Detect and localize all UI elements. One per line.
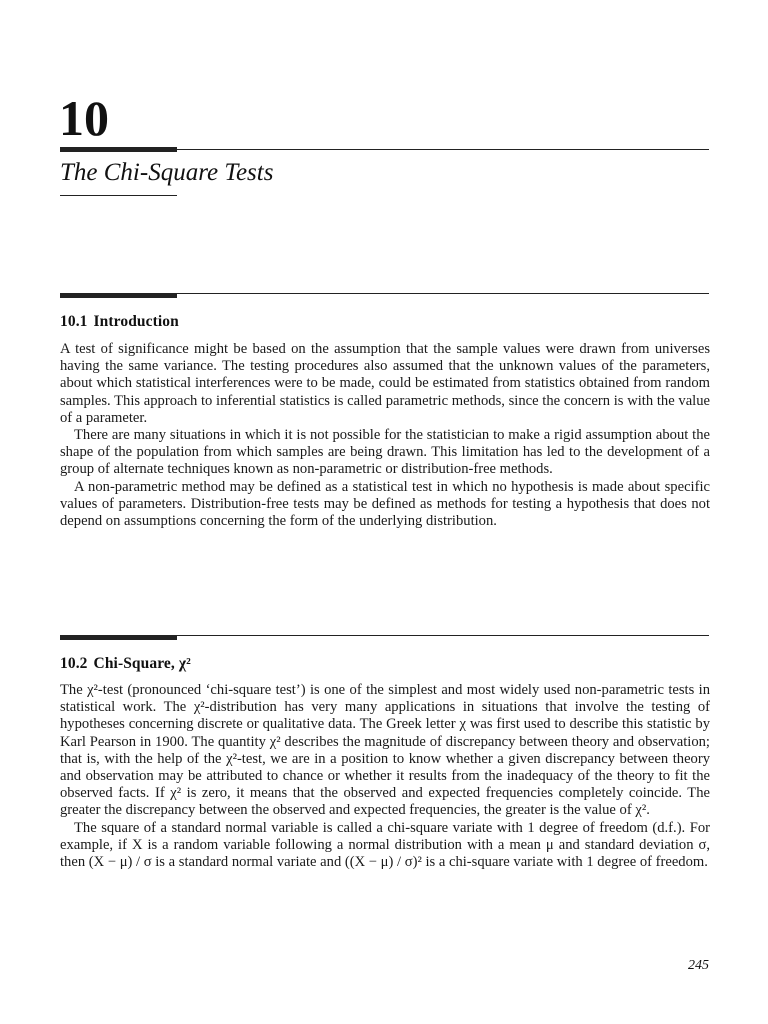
paragraph: The square of a standard normal variable is called a chi-square variate with 1 degree of freedom (d.f.). For example, if X is a random variable following a normal distribution with a mean μ and standard deviation σ, then (X − μ) / σ is a standard normal variate and ((X − μ) / σ)² is a chi-square variate with 1 degree of freedom.	[60, 819, 710, 871]
section-title: Introduction	[93, 313, 179, 330]
page-number: 245	[688, 958, 709, 973]
section-heading-chi-square	[60, 653, 191, 675]
section-number: 10.1	[60, 313, 88, 330]
section-title: Chi-Square, χ²	[93, 655, 191, 672]
section-2-body	[60, 682, 710, 871]
section-number: 10.2	[60, 655, 88, 672]
paragraph: The χ²-test (pronounced ‘chi-square test’) is one of the simplest and most widely used non-parametric tests in statistical work. The χ²-distribution has very many applications in situations that involve the testing of hypotheses concerning discrete or qualitative data. The Greek letter χ was first used to describe this statistic by Karl Pearson in 1900. The quantity χ² describes the magnitude of discrepancy between theory and observation; that is, with the help of the χ²-test, we are in a position to know whether a given discrepancy between theory and observation may be attributed to chance or whether it results from the inadequacy of the theory to fit the observed facts. If χ² is zero, it means that the observed and expected frequencies completely coincide. The greater the discrepancy between the observed and expected frequencies, the greater is the value of χ².	[60, 682, 710, 819]
paragraph: A non-parametric method may be defined as a statistical test in which no hypothesis is made about specific values of parameters. Distribution-free tests may be defined as methods for testing a hypothesis that does not depend on assumptions concerning the form of the underlying distribution.	[60, 478, 710, 530]
section-2-rule	[60, 635, 709, 636]
chapter-title: The Chi-Square Tests	[60, 159, 274, 186]
section-1-rule	[60, 293, 709, 294]
paragraph: There are many situations in which it is not possible for the statistician to make a rigid assumption about the shape of the population from which samples are being drawn. This limitation has led to the development of a group of alternate techniques known as non-parametric or distribution-free methods.	[60, 427, 710, 478]
section-1-body	[60, 341, 710, 530]
chapter-number: 10	[59, 90, 109, 146]
chapter-title-underline	[60, 195, 177, 196]
paragraph: A test of significance might be based on the assumption that the sample values were drawn from universes having the same variance. The testing procedures also assumed that the unknown values of the parameters, about which statistical interferences were to be made, could be estimated from statistics obtained from random samples. This approach to inferential statistics is called parametric methods, since the concern is with the value of a parameter.	[60, 341, 710, 426]
section-heading-introduction	[60, 311, 179, 333]
chapter-top-rule	[60, 149, 709, 150]
